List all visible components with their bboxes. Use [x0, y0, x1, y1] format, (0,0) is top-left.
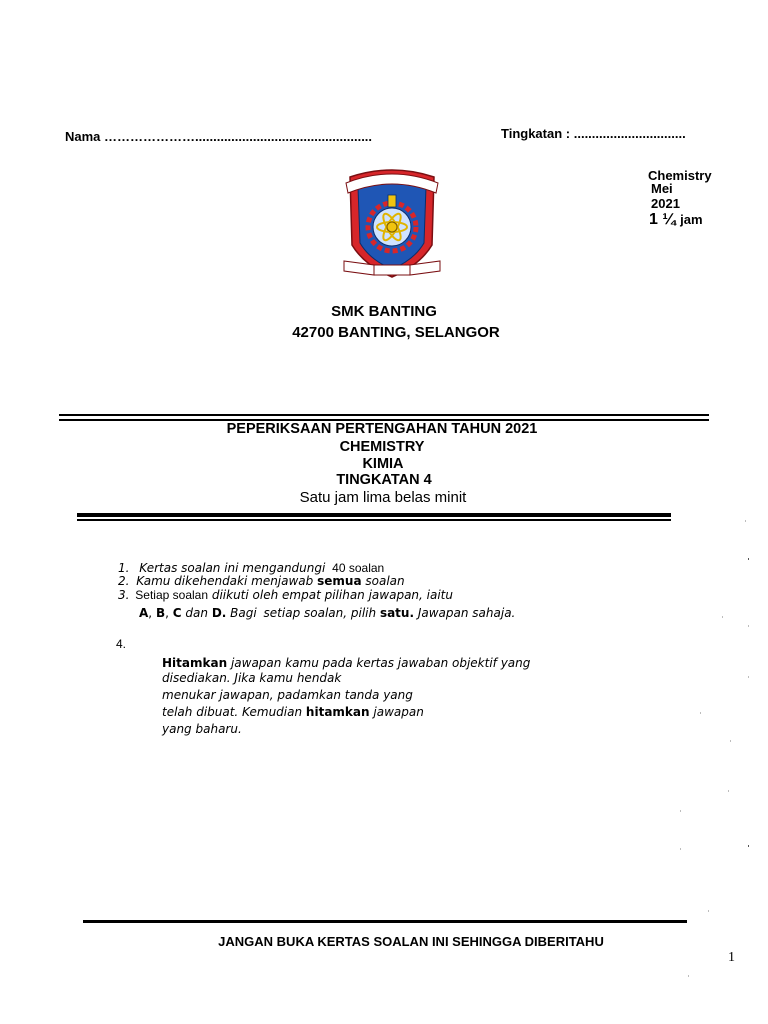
instruction-4-hitamkan-2: hitamkan — [305, 705, 370, 719]
instruction-1-count: 40 soalan — [332, 561, 385, 575]
option-a: A — [139, 606, 149, 620]
instruction-4-number: 4. — [116, 637, 127, 651]
instruction-4-text-4c: jawapan — [373, 705, 424, 719]
instruction-2-text: Kamu dikehendaki menjawab — [136, 574, 314, 588]
scan-mark — [688, 975, 689, 977]
instruction-1-number: 1. — [118, 561, 130, 575]
instruction-4-line-1 — [162, 656, 530, 670]
comma-2: , — [165, 606, 169, 620]
exam-level: TINGKATAN 4 — [336, 472, 432, 488]
scan-mark — [680, 848, 681, 850]
school-crest-logo — [340, 165, 444, 283]
exam-subject-ms: KIMIA — [362, 456, 404, 472]
instruction-4-hitamkan: Hitamkan — [162, 656, 228, 670]
instruction-4-text-1: jawapan kamu pada kertas jawaban objektif yang — [230, 656, 531, 670]
instruction-4-line-4 — [162, 705, 424, 719]
nama-field — [65, 129, 372, 144]
duration-unit: jam — [680, 212, 703, 227]
scan-mark — [700, 712, 701, 714]
instruction-4-text-4a: telah dibuat. Kemudian — [162, 705, 303, 719]
option-d: D. — [211, 606, 227, 620]
instruction-4-line-5: yang baharu. — [162, 722, 242, 736]
exam-duration-text: Satu jam lima belas minit — [299, 489, 467, 506]
nama-label: Nama — [65, 129, 101, 144]
option-b: B — [155, 606, 166, 620]
scan-mark — [680, 810, 681, 812]
page-number: 1 — [728, 950, 735, 965]
instruction-4-line-3: menukar jawapan, padamkan tanda yang — [162, 688, 413, 702]
exam-subject-en: CHEMISTRY — [339, 439, 425, 455]
scan-mark — [730, 740, 731, 742]
instruction-2-number: 2. — [118, 574, 130, 588]
instruction-3-cont — [139, 606, 515, 620]
bottom-rule-2 — [77, 519, 671, 521]
instruction-3-choose: setiap soalan, pilih — [263, 606, 377, 620]
instruction-2 — [118, 574, 405, 588]
footer-rule — [83, 920, 687, 923]
instruction-3-start: Setiap soalan — [135, 588, 209, 602]
school-address: 42700 BANTING, SELANGOR — [292, 324, 500, 341]
comma-1: , — [148, 606, 153, 620]
footer-warning: JANGAN BUKA KERTAS SOALAN INI SEHINGGA DIBERITAHU — [218, 934, 604, 949]
scan-mark — [748, 845, 749, 847]
option-c: C — [172, 606, 182, 620]
paper-subject: Chemistry — [648, 168, 712, 183]
school-name — [0, 303, 768, 320]
instruction-1 — [118, 561, 384, 575]
duration-number: 1 ¼ — [649, 211, 676, 228]
exam-title: PEPERIKSAAN PERTENGAHAN TAHUN 2021 — [226, 421, 538, 437]
instruction-1-text: Kertas soalan ini mengandungi — [139, 561, 326, 575]
word-satu: satu. — [379, 606, 415, 620]
tingkatan-dots: ............................... — [573, 126, 686, 141]
instruction-3-number: 3. — [118, 588, 130, 602]
instruction-2-emphasis: semua — [317, 574, 362, 588]
scan-mark — [745, 520, 746, 522]
instruction-4-line-2: disediakan. Jika kamu hendak — [162, 671, 342, 685]
scan-mark — [748, 625, 749, 627]
instruction-3-options: empat pilihan jawapan, iaitu — [282, 588, 453, 602]
tingkatan-field — [501, 126, 686, 141]
word-dan: dan — [185, 606, 208, 620]
instruction-3 — [118, 588, 453, 602]
paper-month: Mei — [651, 181, 673, 196]
instruction-3-follow: diikuti oleh — [211, 588, 279, 602]
scan-mark — [748, 676, 749, 678]
top-rule-1 — [59, 414, 709, 416]
word-bagi: Bagi — [230, 606, 257, 620]
instruction-2-end: soalan — [365, 574, 405, 588]
bottom-rule-1 — [77, 513, 671, 517]
scan-mark — [728, 790, 729, 792]
paper-duration — [649, 211, 703, 229]
tingkatan-label: Tingkatan : — [501, 126, 571, 141]
instruction-3-end: Jawapan sahaja. — [417, 606, 516, 620]
scan-mark — [748, 558, 749, 560]
school-name-text: SMK BANTING — [331, 303, 437, 320]
scan-mark — [708, 910, 709, 912]
scan-mark — [722, 616, 723, 618]
paper-year: 2021 — [651, 196, 680, 211]
nama-dots: …………………................................................. — [104, 129, 373, 144]
